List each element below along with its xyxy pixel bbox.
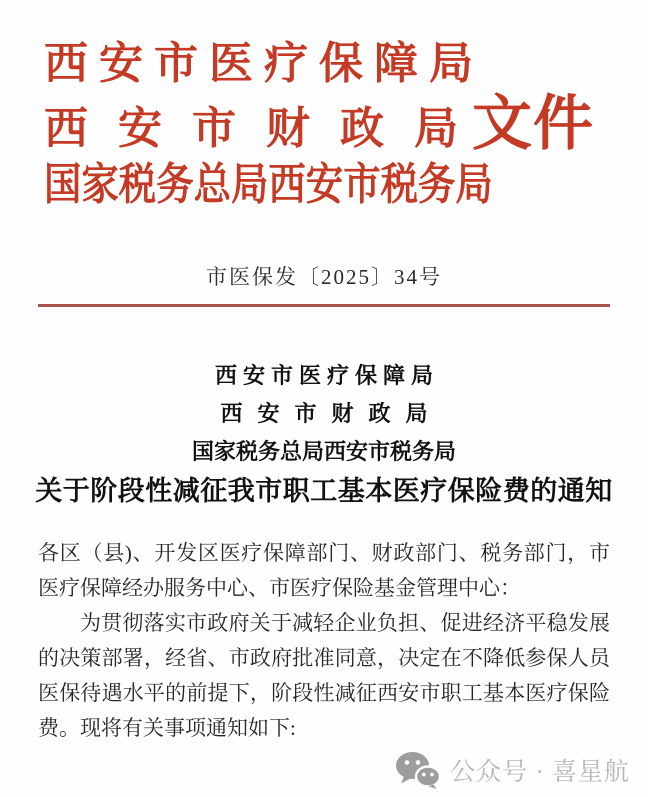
watermark	[395, 751, 630, 789]
document-title	[0, 357, 648, 511]
watermark-text: 公众号 · 喜星航	[450, 759, 630, 786]
red-letterhead	[0, 0, 648, 215]
letterhead-agency-3: 国家税务总局西安市税务局	[44, 160, 493, 209]
document-body	[38, 536, 610, 746]
letterhead-agency-2-row	[44, 93, 648, 155]
red-divider-line	[38, 304, 610, 307]
title-agency-3: 国家税务总局西安市税务局	[191, 439, 456, 464]
letterhead-agency-2: 西安市财政局	[44, 104, 488, 153]
wechat-icon	[395, 751, 441, 789]
document-number: 市医保发〔2025〕34号	[206, 265, 442, 289]
title-agency-2: 西安市财政局	[220, 401, 443, 426]
letterhead-document-word: 文件	[472, 91, 594, 157]
addressee-paragraph: 各区（县)、开发区医疗保障部门、财政部门、税务部门，市医疗保障经办服务中心、市医疗保险基金管理中心：	[38, 541, 610, 600]
title-subject: 关于阶段性减征我市职工基本医疗保险费的通知	[35, 476, 613, 506]
intro-paragraph: 为贯彻落实市政府关于减轻企业负担、促进经济平稳发展的决策部署，经省、市政府批准同意，决定在不降低参保人员医保待遇水平的前提下，阶段性减征西安市职工基本医疗保险费。现将有关事项通知如下:	[38, 611, 610, 740]
letterhead-agency-1: 西安市医疗保障局	[44, 39, 484, 88]
title-agency-1: 西安市医疗保障局	[214, 363, 439, 388]
